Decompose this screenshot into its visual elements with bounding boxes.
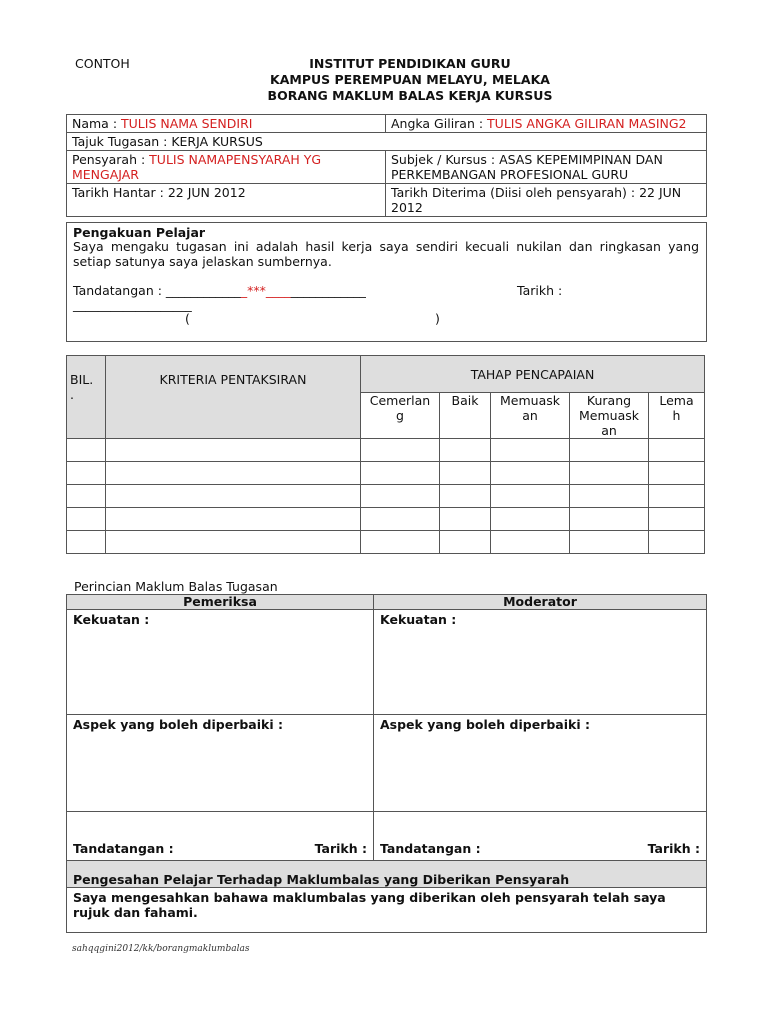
pensyarah-cell[interactable] bbox=[67, 151, 386, 184]
pensyarah-label: Pensyarah : bbox=[72, 152, 150, 167]
moderator-aspek-label: Aspek yang boleh diperbaiki : bbox=[380, 717, 590, 732]
header-line-2: KAMPUS PEREMPUAN MELAYU, MELAKA bbox=[270, 72, 550, 87]
level-baik: Baik bbox=[440, 393, 491, 439]
declaration-text: Saya mengaku tugasan ini adalah hasil kerja saya sendiri kecuali nukilan dan ringkasan yang setiap satunya saya jelaskan sumbernya. bbox=[73, 239, 699, 269]
pemeriksa-header: Pemeriksa bbox=[67, 595, 374, 610]
pemeriksa-signature-cell[interactable] bbox=[67, 812, 374, 861]
criteria-row bbox=[67, 531, 705, 554]
header-line-3: BORANG MAKLUM BALAS KERJA KURSUS bbox=[267, 88, 553, 103]
level-kurang-memuaskan: Kurang Memuask an bbox=[570, 393, 649, 439]
declaration-signature[interactable] bbox=[73, 283, 366, 298]
criteria-row bbox=[67, 439, 705, 462]
student-info-table bbox=[66, 114, 707, 217]
tarikh-hantar-text: Tarikh Hantar : 22 JUN 2012 bbox=[72, 185, 246, 200]
pengesahan-text-cell[interactable] bbox=[67, 888, 707, 933]
subjek-text: Subjek / Kursus : ASAS KEPEMIMPINAN DAN PERKEMBANGAN PROFESIONAL GURU bbox=[391, 152, 663, 182]
declaration-date-line[interactable]: ___________________ bbox=[73, 297, 192, 312]
angka-giliran-cell[interactable] bbox=[386, 115, 707, 133]
nama-label: Nama : bbox=[72, 116, 122, 131]
tarikh-diterima-text: Tarikh Diterima (Diisi oleh pensyarah) : 22 JUN 2012 bbox=[391, 185, 682, 215]
moderator-aspek-cell[interactable] bbox=[374, 715, 707, 812]
criteria-row bbox=[67, 508, 705, 531]
pemeriksa-kekuatan-label: Kekuatan : bbox=[73, 612, 150, 627]
pemeriksa-tarikh-label: Tarikh : bbox=[314, 841, 367, 856]
criteria-row bbox=[67, 462, 705, 485]
assessment-criteria-table bbox=[66, 355, 705, 554]
pemeriksa-tandatangan-label: Tandatangan : bbox=[73, 841, 174, 856]
level-cemerlang: Cemerlan g bbox=[361, 393, 440, 439]
moderator-header: Moderator bbox=[374, 595, 707, 610]
signature-line-2: ____________ bbox=[290, 283, 366, 298]
declaration-box bbox=[66, 222, 707, 342]
declaration-title: Pengakuan Pelajar bbox=[73, 225, 206, 240]
moderator-signature-cell[interactable] bbox=[374, 812, 707, 861]
pensyarah-value: TULIS NAMAPENSYARAH YG MENGAJAR bbox=[72, 152, 322, 182]
tajuk-cell[interactable] bbox=[67, 133, 707, 151]
paren-close: ) bbox=[435, 311, 440, 326]
pemeriksa-aspek-label: Aspek yang boleh diperbaiki : bbox=[73, 717, 283, 732]
criteria-row bbox=[67, 485, 705, 508]
moderator-tandatangan-label: Tandatangan : bbox=[380, 841, 481, 856]
footer-reference: sahqqgini2012/kk/borangmaklumbalas bbox=[72, 944, 250, 954]
kriteria-header: KRITERIA PENTAKSIRAN bbox=[106, 356, 361, 439]
pemeriksa-kekuatan-cell[interactable] bbox=[67, 610, 374, 715]
contoh-label: CONTOH bbox=[75, 56, 130, 71]
signature-line-1: ____________ bbox=[165, 283, 241, 298]
header-line-1: INSTITUT PENDIDIKAN GURU bbox=[309, 56, 511, 71]
tarikh-hantar-cell[interactable] bbox=[67, 184, 386, 217]
tahap-header: TAHAP PENCAPAIAN bbox=[361, 356, 705, 393]
angka-value: TULIS ANGKA GILIRAN MASING2 bbox=[487, 116, 687, 131]
tajuk-text: Tajuk Tugasan : KERJA KURSUS bbox=[72, 134, 263, 149]
bil-header: BIL. . bbox=[67, 356, 106, 439]
angka-label: Angka Giliran : bbox=[391, 116, 488, 131]
pengesahan-title: Pengesahan Pelajar Terhadap Maklumbalas yang Diberikan Pensyarah bbox=[67, 861, 707, 888]
signature-label: Tandatangan : bbox=[73, 283, 166, 298]
pengesahan-text: Saya mengesahkan bahawa maklumbalas yang diberikan oleh pensyarah telah saya rujuk dan fahami. bbox=[73, 890, 666, 920]
signature-mark: _***____ bbox=[240, 283, 291, 298]
tarikh-diterima-cell[interactable] bbox=[386, 184, 707, 217]
moderator-tarikh-label: Tarikh : bbox=[647, 841, 700, 856]
moderator-kekuatan-cell[interactable] bbox=[374, 610, 707, 715]
nama-cell[interactable] bbox=[67, 115, 386, 133]
feedback-section-title: Perincian Maklum Balas Tugasan bbox=[74, 579, 278, 594]
pemeriksa-aspek-cell[interactable] bbox=[67, 715, 374, 812]
document-header bbox=[160, 56, 660, 104]
feedback-table bbox=[66, 594, 707, 933]
declaration-date-label: Tarikh : bbox=[517, 283, 563, 298]
moderator-kekuatan-label: Kekuatan : bbox=[380, 612, 457, 627]
subjek-cell[interactable] bbox=[386, 151, 707, 184]
level-memuaskan: Memuask an bbox=[491, 393, 570, 439]
nama-value: TULIS NAMA SENDIRI bbox=[121, 116, 253, 131]
level-lemah: Lema h bbox=[649, 393, 705, 439]
paren-open: ( bbox=[185, 311, 190, 326]
